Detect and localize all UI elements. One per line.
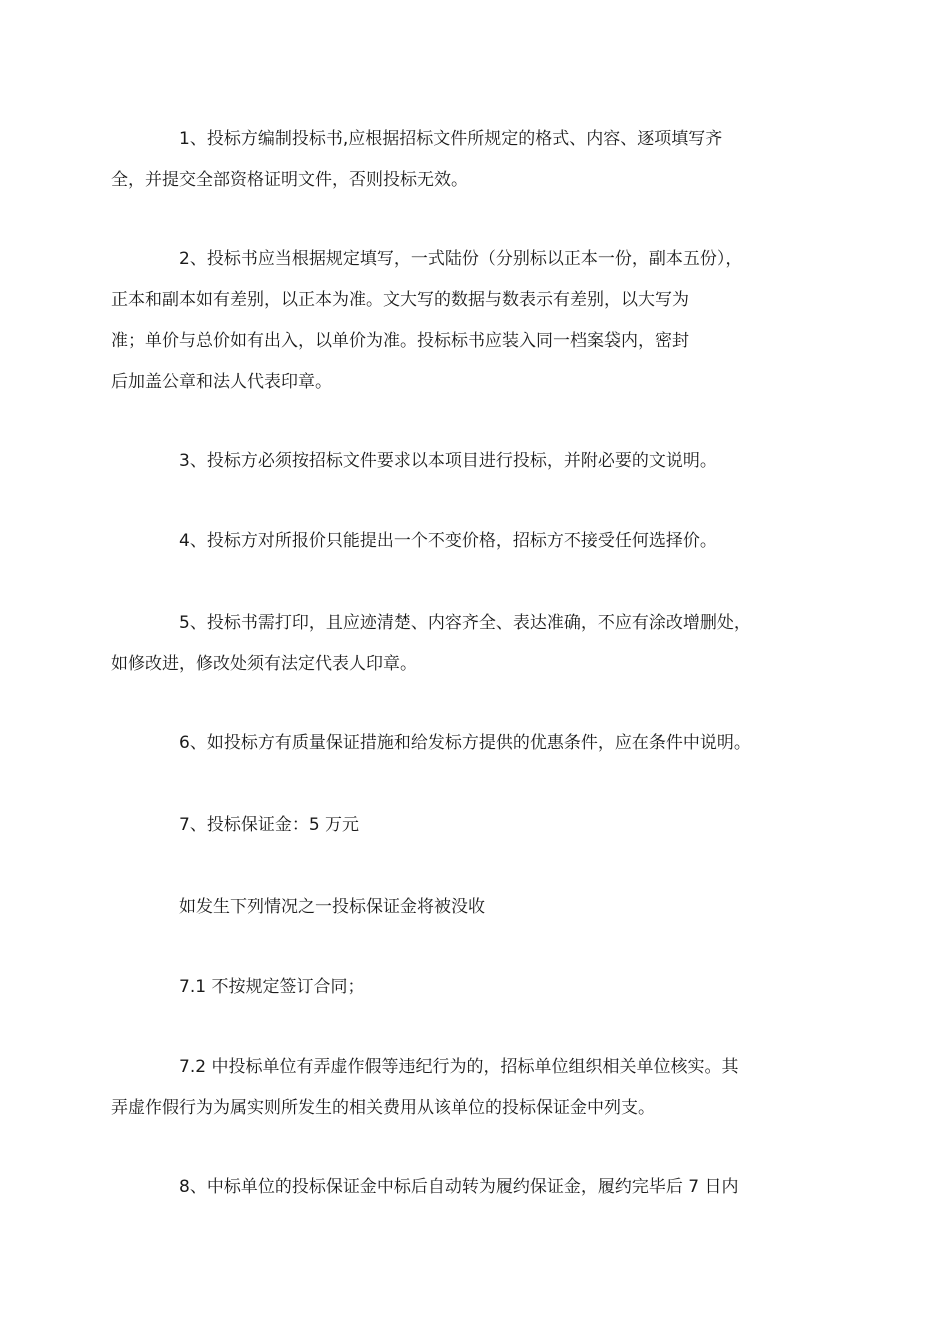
paragraph-line: 5、投标书需打印，且应迹清楚、内容齐全、表达准确，不应有涂改增删处， xyxy=(179,613,751,633)
paragraph-line: 7、投标保证金：5 万元 xyxy=(179,815,360,835)
paragraph-7 xyxy=(145,805,815,846)
paragraph-line: 后加盖公章和法人代表印章。 xyxy=(111,372,332,392)
paragraph-6 xyxy=(145,723,815,764)
paragraph-line: 弄虚作假行为为属实则所发生的相关费用从该单位的投标保证金中列支。 xyxy=(111,1098,655,1118)
paragraph-7-2 xyxy=(111,1047,815,1129)
paragraph-line: 如发生下列情况之一投标保证金将被没收 xyxy=(179,897,485,917)
paragraph-line: 7.2 中投标单位有弄虚作假等违纪行为的，招标单位组织相关单位核实。其 xyxy=(179,1057,739,1077)
paragraph-7-intro xyxy=(145,887,815,928)
paragraph-3 xyxy=(145,441,815,482)
paragraph-line: 1、投标方编制投标书,应根据招标文件所规定的格式、内容、逐项填写齐 xyxy=(179,129,723,149)
paragraph-line: 3、投标方必须按招标文件要求以本项目进行投标，并附必要的文说明。 xyxy=(179,451,717,471)
paragraph-line: 7.1 不按规定签订合同； xyxy=(179,977,365,997)
paragraph-line: 4、投标方对所报价只能提出一个不变价格，招标方不接受任何选择价。 xyxy=(179,531,717,551)
paragraph-line: 正本和副本如有差别，以正本为准。文大写的数据与数表示有差别，以大写为 xyxy=(111,290,689,310)
paragraph-2 xyxy=(111,239,815,403)
paragraph-line: 6、如投标方有质量保证措施和给发标方提供的优惠条件，应在条件中说明。 xyxy=(179,733,751,753)
paragraph-1 xyxy=(111,119,815,201)
paragraph-line: 2、投标书应当根据规定填写，一式陆份（分别标以正本一份，副本五份）， xyxy=(179,249,743,269)
paragraph-line: 如修改进，修改处须有法定代表人印章。 xyxy=(111,654,417,674)
paragraph-4 xyxy=(145,521,815,562)
paragraph-5 xyxy=(111,603,815,685)
paragraph-8 xyxy=(145,1167,815,1208)
paragraph-line: 准；单价与总价如有出入，以单价为准。投标标书应装入同一档案袋内，密封 xyxy=(111,331,689,351)
paragraph-line: 8、中标单位的投标保证金中标后自动转为履约保证金，履约完毕后 7 日内 xyxy=(179,1177,739,1197)
paragraph-line: 全，并提交全部资格证明文件，否则投标无效。 xyxy=(111,170,468,190)
paragraph-7-1 xyxy=(145,967,815,1008)
